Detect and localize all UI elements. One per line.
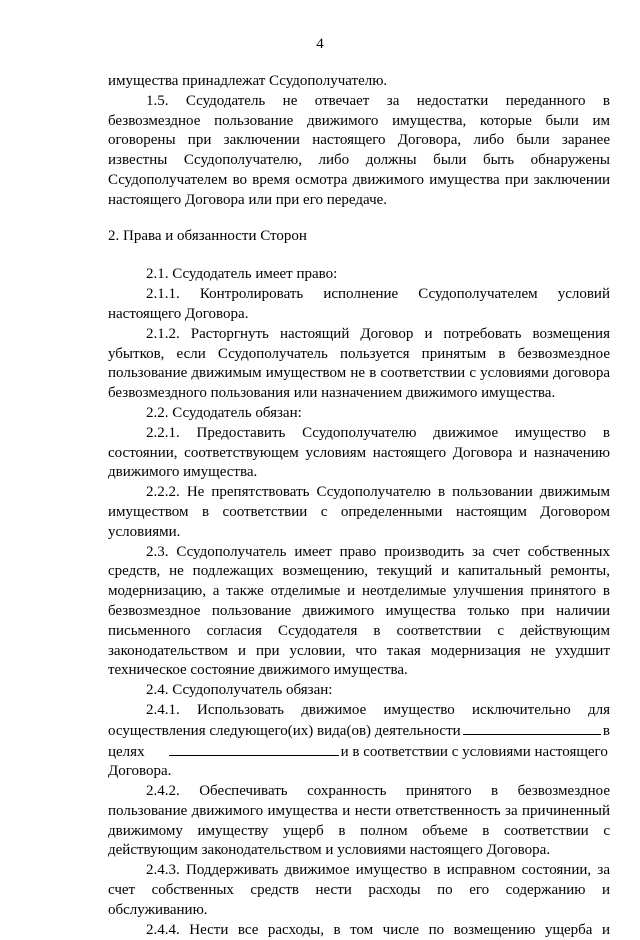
clause-2-2-2: 2.2.2. Не препятствовать Ссудополучателю в пользовании движимым имуществом в соответствии с определенными настоящим Договором условиями. [108, 484, 610, 540]
clause-2-4-1-line-1: 2.4.1. Использовать движимое имущество исключительно для [146, 701, 610, 718]
clause-2-1: 2.1. Ссудодатель имеет право: [146, 266, 338, 283]
clause-2-4-4: 2.4.4. Нести все расходы, в том числе по возмещению ущерба и [146, 921, 610, 938]
activity-blank-field[interactable] [463, 721, 601, 735]
clause-2-2-1: 2.2.1. Предоставить Ссудополучателю движимое имущество в состоянии, соответствующем условиям настоящего Договора и назначению движимого имущества. [108, 424, 610, 481]
purpose-blank-field[interactable] [169, 742, 339, 756]
clause-2-4-1-in-text: в [602, 722, 610, 739]
clause-2-3: 2.3. Ссудополучатель имеет право производить за счет собственных средств, не подлежащих возмещению, текущий и капитальный ремонты, модернизацию, а также отделимые и неотделимые улучшения принятого в безвозмездное пользование движимого имущества только при наличии письменного согласия Ссудодателя в соответствии с действующим законодательством и при условии, что такая модернизация не ухудшит техническое состояние движимого имущества. [108, 543, 610, 679]
clause-2-2: 2.2. Ссудодатель обязан: [146, 404, 302, 421]
clause-2-4-1 [108, 701, 610, 782]
clause-2-4-1-conditions-text: и в соответствии с условиями настоящего [340, 743, 608, 760]
clause-2-4-1-activity-text: осуществления следующего(их) вида(ов) деятельности [108, 722, 461, 739]
clause-2-4-2: 2.4.2. Обеспечивать сохранность принятого в безвозмездное пользование движимого имущества и нести ответственность за причиненный движимому имуществу ущерб в полном объеме в соответствии с действующим законодательством и условиями настоящего Договора. [108, 783, 610, 859]
section-heading-2: 2. Права и обязанности Сторон [108, 227, 307, 244]
clause-2-4-1-line-2 [108, 721, 610, 742]
paragraph-continuation: имущества принадлежат Ссудополучателю. [108, 73, 388, 89]
clause-2-4-3: 2.4.3. Поддерживать движимое имущество в исправном состоянии, за счет собственных средств нести расходы по его содержанию и обслуживанию. [108, 862, 610, 918]
clause-2-1-1: 2.1.1. Контролировать исполнение Ссудополучателем условий настоящего Договора. [108, 286, 610, 322]
clause-2-4-1-line-4: Договора. [108, 763, 172, 780]
document-body [108, 72, 610, 940]
clause-2-4-1-line-3 [108, 742, 610, 763]
clause-2-1-2: 2.1.2. Расторгнуть настоящий Договор и потребовать возмещения убытков, если Ссудополучатель пользуется принятым в безвозмездное пользование движимым имуществом не в соответствии с условиями договора безвозмездного пользования или назначением движимого имущества. [108, 325, 610, 402]
clause-2-4-1-purpose-text: целях [108, 743, 145, 760]
clause-1-5: 1.5. Ссудодатель не отвечает за недостатки переданного в безвозмездное пользование движимого имущества, которые были им оговорены при заключении настоящего Договора, либо были заранее известны Ссудополучателю, либо должны были быть обнаружены Ссудополучателем во время осмотра движимого имущества при заключении настоящего Договора или при его передаче. [108, 92, 610, 208]
page-number: 4 [316, 36, 324, 52]
clause-2-4: 2.4. Ссудополучатель обязан: [146, 682, 333, 699]
